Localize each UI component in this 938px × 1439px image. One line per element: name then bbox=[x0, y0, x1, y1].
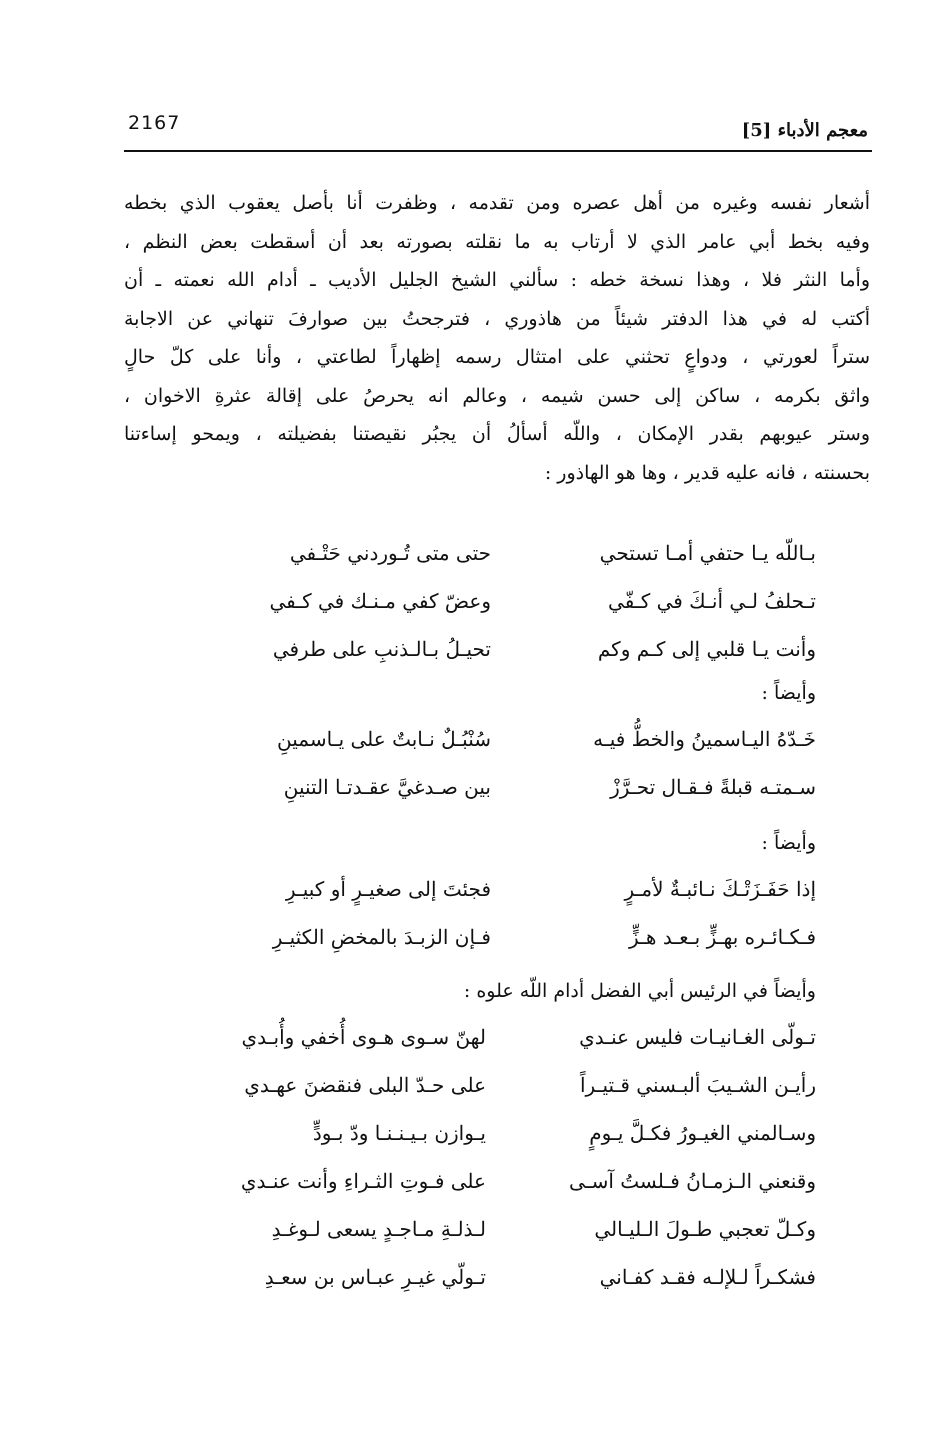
first-hemistich: تـحلفُ لـي أنـكَ في كـفّي bbox=[608, 589, 816, 613]
second-hemistich: تحيـلُ بـالـذنبِ على طرفي bbox=[272, 637, 491, 661]
second-hemistich: فـإن الزبـدَ بالمخضِ الكثيـرِ bbox=[272, 925, 491, 949]
poem-intro: وأيضاً : bbox=[761, 832, 816, 854]
second-hemistich: على فـوتِ الثـراءِ وأنت عنـدي bbox=[240, 1169, 486, 1193]
second-hemistich: حتى متى تُـوردني حَتْـفي bbox=[289, 541, 491, 565]
poem-verse bbox=[120, 626, 816, 672]
poem-verse bbox=[120, 1206, 816, 1252]
poem-intro: وأيضاً : bbox=[761, 682, 816, 704]
first-hemistich: وكـلّ تعجبي طـولَ الـليـالي bbox=[594, 1217, 816, 1241]
prose-line: أكتب له في هذا الدفتر شيئاً من هاذوري ، فترجحتُ بين صوارفَ تنهاني عن الاجابة bbox=[124, 307, 870, 330]
second-hemistich: على حـدّ البلى فنقضنَ عهـدي bbox=[244, 1073, 486, 1097]
prose-line: وفيه بخط أبي عامر الذي لا أرتاب به ما نقلته بصورته بعد أن أسقطت بعض النظم ، bbox=[124, 230, 870, 253]
first-hemistich: فشكـراً لـلإلـه فقـد كفـاني bbox=[599, 1265, 816, 1289]
prose-line: أشعار نفسه وغيره من أهل عصره ومن تقدمه ، وظفرت أنا بأصل يعقوب الذي بخطه bbox=[124, 192, 870, 214]
prose-paragraph bbox=[124, 184, 870, 492]
poem-verse bbox=[120, 530, 816, 576]
poem-verse bbox=[120, 914, 816, 960]
poem-verse bbox=[120, 1014, 816, 1060]
prose-line: ستراً لعورتي ، ودواعٍ تحثني على امتثال رسمه إظهاراً لطاعتي ، وأنا على كلّ حالٍ bbox=[124, 346, 870, 368]
running-title: معجم الأدباء [5] bbox=[741, 120, 868, 141]
prose-line: وأما النثر فلا ، وهذا نسخة خطه : سألني الشيخ الجليل الأديب ـ أدام الله نعمته ـ أن bbox=[124, 269, 870, 291]
poem-verse bbox=[120, 1110, 816, 1156]
second-hemistich: لـذلـةِ مـاجـدٍ يسعى لـوغـدِ bbox=[271, 1217, 486, 1241]
first-hemistich: رأيـن الشـيبَ ألبـسني قـتيـراً bbox=[580, 1073, 816, 1097]
poem-verse bbox=[120, 764, 816, 810]
first-hemistich: إذا حَفَـزَتْـكَ نـائبـةٌ لأمـرٍ bbox=[624, 877, 816, 901]
first-hemistich: خَـدّهُ اليـاسمينُ والخطُّ فيـه bbox=[593, 727, 816, 751]
poem-verse bbox=[120, 866, 816, 912]
header-divider bbox=[124, 150, 872, 152]
poem-intro: وأيضاً في الرئيس أبي الفضل أدام اللّه علوه : bbox=[463, 980, 816, 1002]
first-hemistich: بـاللّه يـا حتفي أمـا تستحي bbox=[599, 541, 816, 565]
second-hemistich: وعضّ كفي مـنـك في كـفي bbox=[269, 589, 491, 613]
poem-verse bbox=[120, 1254, 816, 1300]
first-hemistich: وقنعني الـزمـانُ فـلستُ آسـى bbox=[569, 1169, 816, 1193]
first-hemistich: فـكـائـره بهـزٍّ بـعـد هـزٍّ bbox=[629, 925, 816, 949]
first-hemistich: وسـالمني الغيـورُ فكـلَّ يـومٍ bbox=[589, 1121, 816, 1145]
prose-line: واثق بكرمه ، ساكن إلى حسن شيمه ، وعالم انه يحرصُ على إقالة عثرةِ الاخوان ، bbox=[124, 384, 870, 407]
second-hemistich: يـوازن بـيـنـنـا ودّ بـودٍّ bbox=[312, 1121, 486, 1145]
second-hemistich: فجئتَ إلى صغيـرٍ أو كبيـرِ bbox=[285, 877, 491, 901]
poem-verse bbox=[120, 1158, 816, 1204]
first-hemistich: سـمتـه قبلةً فـقـال تحـرَّزْ bbox=[610, 775, 816, 799]
second-hemistich: بين صـدغيَّ عقـدتـا التنينِ bbox=[283, 775, 491, 799]
poem-verse bbox=[120, 578, 816, 624]
second-hemistich: تـولّي غيـرِ عبـاس بن سعـدِ bbox=[264, 1265, 486, 1289]
prose-line: بحسنته ، فانه عليه قدير ، وها هو الهاذور : bbox=[544, 461, 870, 484]
page-number: 2167 bbox=[128, 112, 181, 134]
first-hemistich: تـولّى الغـانيـات فليس عنـدي bbox=[579, 1025, 816, 1049]
poem-verse bbox=[120, 1062, 816, 1108]
first-hemistich: وأنت يـا قلبي إلى كـم وكم bbox=[597, 637, 816, 661]
poem-verse bbox=[120, 716, 816, 762]
prose-line: وستر عيوبهم بقدر الإمكان ، واللّه أسألُ أن يجبُر نقيصتنا بفضيلته ، ويمحو إساءتنا bbox=[124, 423, 870, 445]
second-hemistich: لهنّ سـوى هـوى أُخفي وأُبـدي bbox=[241, 1025, 486, 1049]
second-hemistich: سُنْبُـلٌ نـابتٌ على يـاسمينِ bbox=[277, 727, 491, 751]
